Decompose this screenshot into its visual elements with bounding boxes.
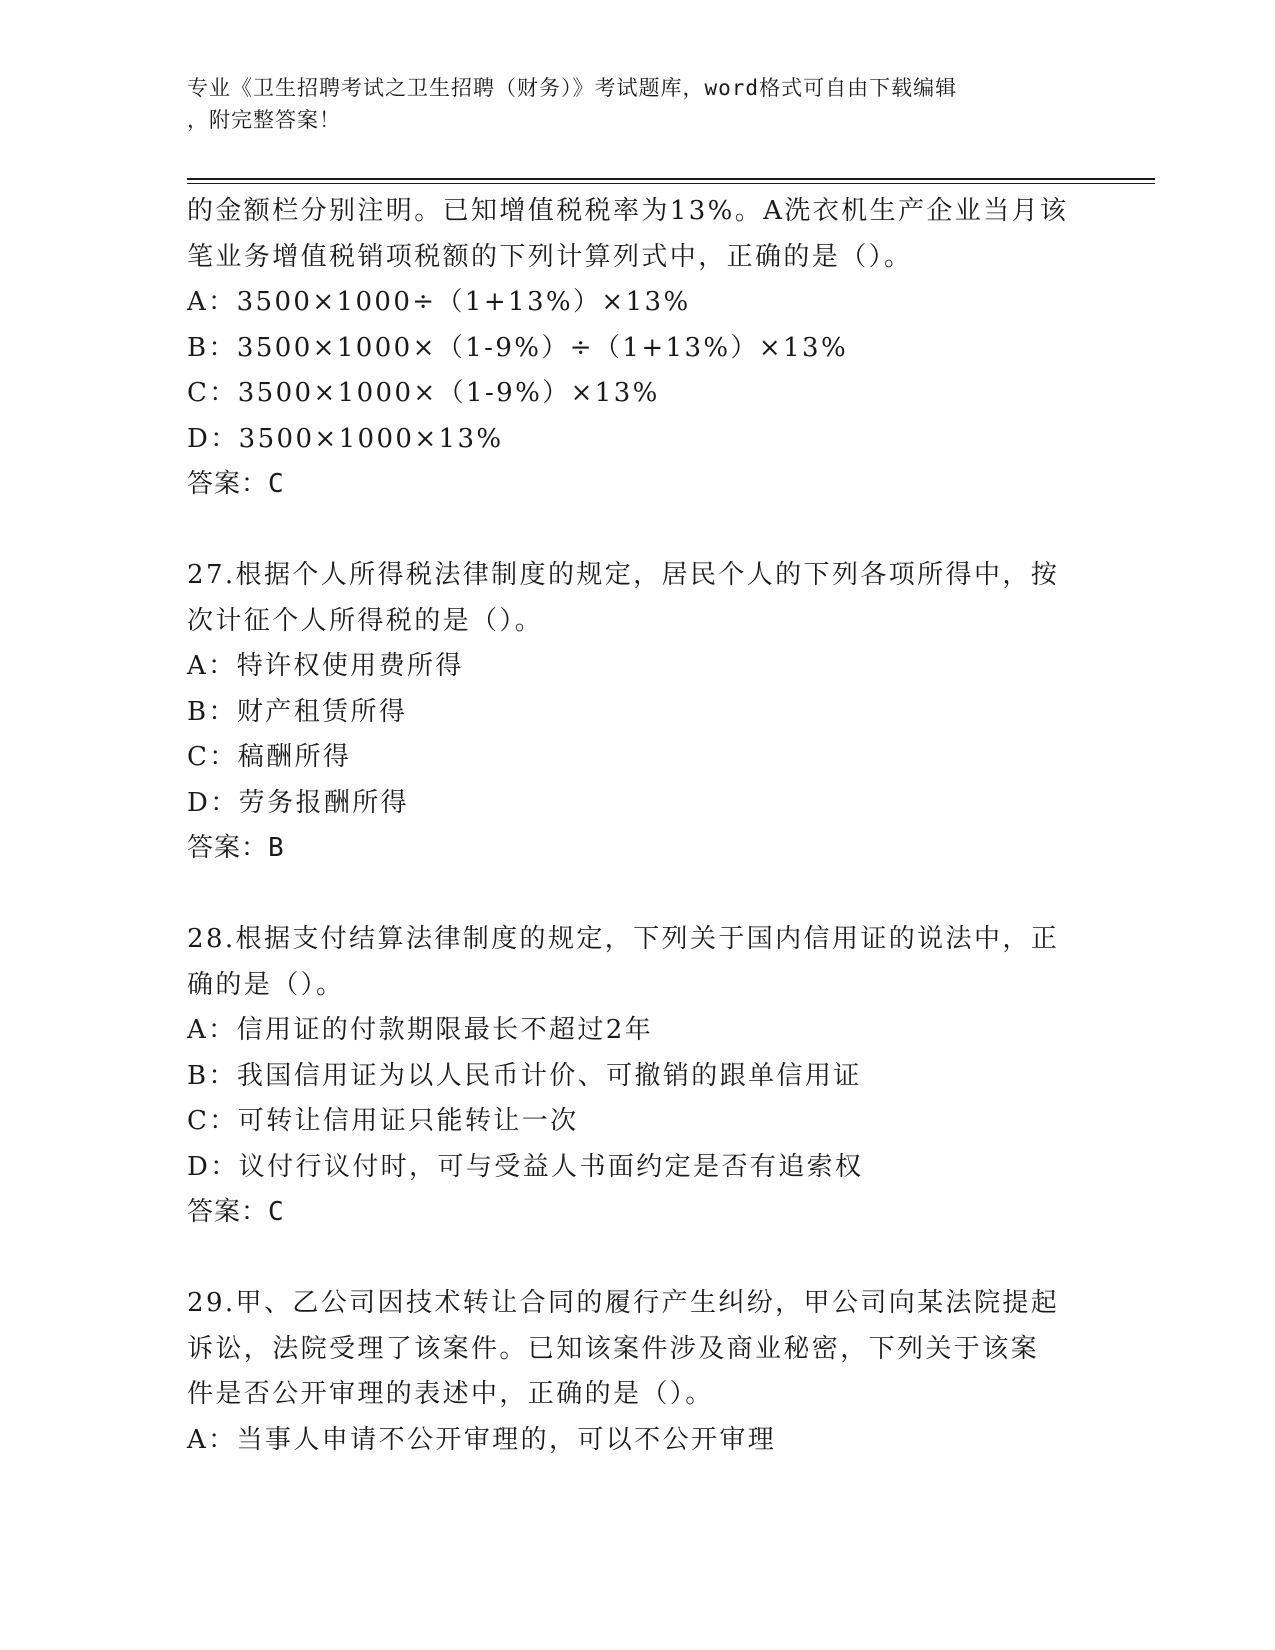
answer-label: 答案： (187, 1197, 269, 1227)
question-27 (187, 553, 1087, 872)
spacer (187, 872, 1087, 918)
header-line-1: 专业《卫生招聘考试之卫生招聘（财务）》考试题库，word格式可自由下载编辑 (187, 76, 958, 100)
option-d: D：劳务报酬所得 (187, 787, 410, 818)
question-stem-line: 27.根据个人所得税法律制度的规定，居民个人的下列各项所得中，按 (187, 560, 1060, 590)
header-rule-thick (187, 178, 1155, 180)
option-b: B：财产租赁所得 (187, 696, 408, 727)
answer-label: 答案： (187, 469, 269, 499)
spacer (187, 508, 1087, 554)
question-stem-line: 次计征个人所得税的是（）。 (187, 605, 544, 636)
option-d: D：3500×1000×13% (187, 423, 504, 454)
option-b: B：我国信用证为以人民币计价、可撤销的跟单信用证 (187, 1060, 862, 1091)
answer-value: C (268, 469, 285, 499)
spacer (187, 1236, 1087, 1282)
answer-line (187, 1190, 1087, 1236)
question-26 (187, 189, 1087, 508)
answer-value: B (268, 833, 285, 863)
option-a: A：3500×1000÷（1+13%）×13% (187, 287, 691, 317)
question-stem-line: 29.甲、乙公司因技术转让合同的履行产生纠纷，甲公司向某法院提起 (187, 1288, 1060, 1318)
question-29 (187, 1281, 1087, 1463)
header-rule-thin (187, 183, 1155, 184)
document-header (187, 72, 1067, 136)
option-b: B：3500×1000×（1-9%）÷（1+13%）×13% (187, 332, 849, 363)
question-stem-line: 28.根据支付结算法律制度的规定，下列关于国内信用证的说法中，正 (187, 924, 1060, 954)
question-stem-line: 诉讼，法院受理了该案件。已知该案件涉及商业秘密，下列关于该案 (187, 1333, 1040, 1364)
question-stem-line: 件是否公开审理的表述中，正确的是（）。 (187, 1379, 714, 1409)
header-line-2: ，附完整答案！ (187, 108, 341, 132)
option-d: D：议付行议付时，可与受益人书面约定是否有追索权 (187, 1151, 864, 1182)
question-stem-line: 的金额栏分别注明。已知增值税税率为13%。A洗衣机生产企业当月该 (187, 196, 1069, 226)
answer-value: C (268, 1197, 285, 1227)
option-c: C：稿酬所得 (187, 742, 352, 772)
answer-line (187, 826, 1087, 872)
question-stem-line: 确的是（）。 (187, 969, 345, 1000)
option-c: C：3500×1000×（1-9%）×13% (187, 378, 660, 408)
question-list (187, 189, 1087, 1463)
answer-line (187, 462, 1087, 508)
option-a: A：信用证的付款期限最长不超过2年 (187, 1015, 654, 1045)
option-a: A：当事人申请不公开审理的，可以不公开审理 (187, 1424, 777, 1455)
answer-label: 答案： (187, 833, 269, 863)
question-28 (187, 917, 1087, 1236)
question-stem-line: 笔业务增值税销项税额的下列计算列式中，正确的是（）。 (187, 241, 913, 272)
option-c: C：可转让信用证只能转让一次 (187, 1106, 579, 1136)
option-a: A：特许权使用费所得 (187, 651, 464, 681)
